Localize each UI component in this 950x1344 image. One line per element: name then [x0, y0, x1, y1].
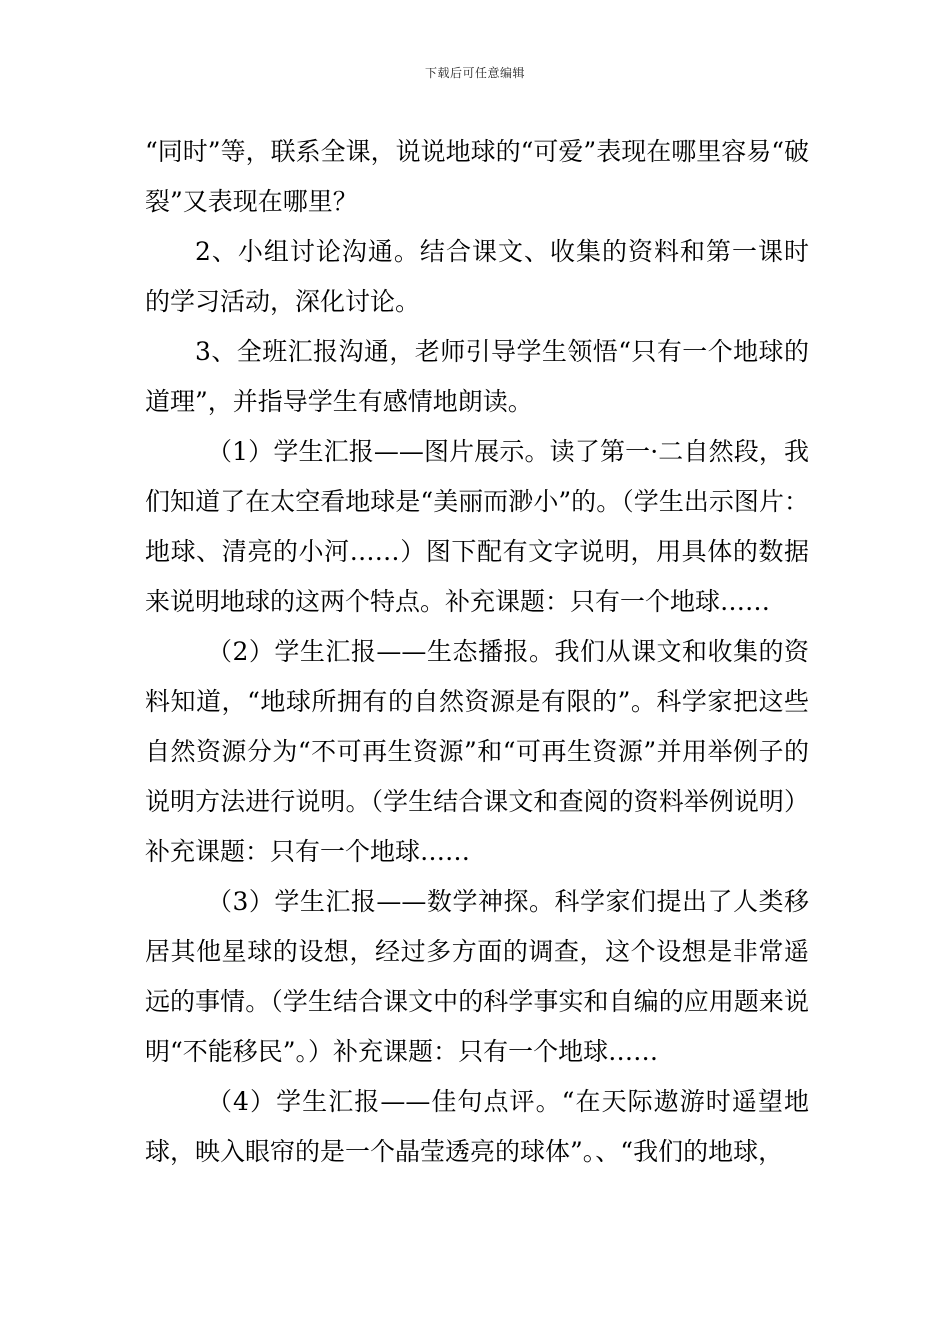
paragraph-report-ecology: （2）学生汇报——生态播报。我们从课文和收集的资料知道，“地球所拥有的自然资源是有限的”。科学家把这些自然资源分为“不可再生资源”和“可再生资源”并用举例子的说明方法进行说明。（学生结合课文和查阅的资料举例说明）补充课题：只有一个地球……: [145, 637, 809, 866]
paragraph-class-report: 3、全班汇报沟通，老师引导学生领悟“只有一个地球的道理”，并指导学生有感情地朗读。: [145, 337, 809, 416]
paragraph-report-math: （3）学生汇报——数学神探。科学家们提出了人类移居其他星球的设想，经过多方面的调查，这个设想是非常遥远的事情。（学生结合课文中的科学事实和自编的应用题来说明“不能移民”。）补充课题：只有一个地球……: [145, 887, 809, 1066]
paragraph-report-images: （1）学生汇报——图片展示。读了第一·二自然段，我们知道了在太空看地球是“美丽而渺小”的。（学生出示图片：地球、清亮的小河……）图下配有文字说明，用具体的数据来说明地球的这两个特点。补充课题：只有一个地球……: [145, 437, 809, 616]
paragraph-report-sentences: （4）学生汇报——佳句点评。“在天际遨游时遥望地球，映入眼帘的是一个晶莹透亮的球体”。、“我们的地球，: [145, 1087, 809, 1166]
paragraph-continuation: “同时”等，联系全课，说说地球的“可爱”表现在哪里容易“破裂”又表现在哪里？: [145, 137, 809, 216]
document-body: [145, 127, 809, 1177]
paragraph-group-discussion: 2、小组讨论沟通。结合课文、收集的资料和第一课时的学习活动，深化讨论。: [145, 237, 809, 316]
page-header-note: 下载后可任意编辑: [424, 66, 525, 80]
